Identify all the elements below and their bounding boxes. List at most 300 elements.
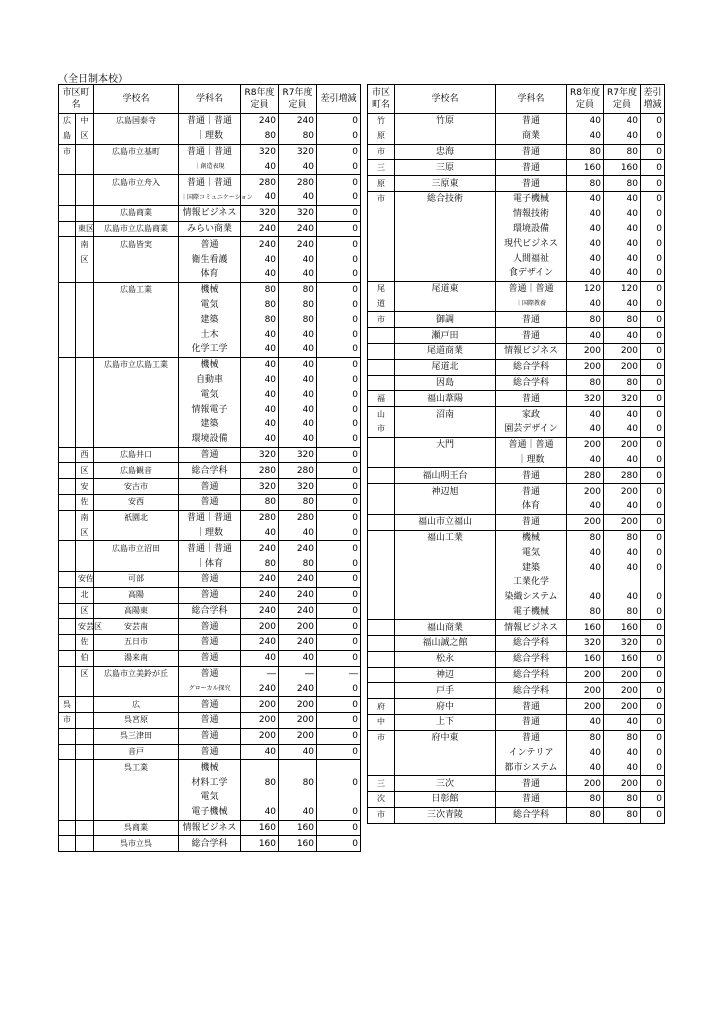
r7-capacity-cell: 80: [604, 176, 641, 192]
department-cell: 総合学科: [496, 375, 567, 391]
r7-capacity-cell: 240: [279, 114, 317, 129]
r8-capacity-cell: 200: [567, 514, 604, 530]
r8-capacity-cell: 200: [241, 697, 279, 713]
r8-capacity-cell: [567, 575, 604, 590]
r8-capacity-cell: 40: [567, 222, 604, 237]
table-row: [368, 328, 665, 344]
department-cell: 普通: [179, 697, 241, 713]
school-name-cell: 三原東: [395, 176, 496, 192]
table-row: [59, 790, 361, 805]
header-department: 学科名: [496, 85, 567, 114]
r7-capacity-cell: 40: [279, 432, 317, 447]
r7-capacity-cell: 200: [604, 667, 641, 683]
school-name-cell: 総合技術: [395, 191, 496, 206]
r8-capacity-cell: 240: [241, 114, 279, 129]
r8-capacity-cell: 80: [567, 176, 604, 192]
table-row: [59, 526, 361, 541]
school-name-cell: 広島市立広島商業: [94, 221, 179, 237]
r7-capacity-cell: 40: [279, 526, 317, 541]
department-cell: 普通｜普通: [179, 510, 241, 525]
school-name-cell: [395, 207, 496, 222]
table-row: [368, 667, 665, 683]
school-name-cell: 因島: [395, 375, 496, 391]
municipality-cell: [368, 343, 395, 359]
municipality-cell: 次: [368, 792, 395, 808]
r8-capacity-cell: 160: [567, 160, 604, 176]
r7-capacity-cell: 240: [279, 587, 317, 603]
difference-cell: 0: [317, 494, 361, 510]
ward-cell: [76, 681, 94, 696]
r8-capacity-cell: 40: [241, 417, 279, 432]
difference-cell: ―: [317, 666, 361, 681]
ward-cell: [76, 805, 94, 820]
municipality-cell: [59, 221, 76, 237]
table-row: [59, 463, 361, 479]
department-cell: 材料工学: [179, 775, 241, 790]
difference-cell: 0: [641, 620, 665, 636]
table-row: [59, 252, 361, 267]
difference-cell: 0: [641, 114, 665, 129]
difference-cell: 0: [317, 556, 361, 571]
school-name-cell: [94, 342, 179, 357]
difference-cell: 0: [641, 375, 665, 391]
ward-cell: 南: [76, 237, 94, 252]
r7-capacity-cell: 40: [604, 266, 641, 281]
table-row: [368, 620, 665, 636]
r7-capacity-cell: 40: [279, 252, 317, 267]
r7-capacity-cell: 40: [604, 207, 641, 222]
department-cell: 建築: [496, 560, 567, 575]
r8-capacity-cell: 40: [241, 387, 279, 402]
r8-capacity-cell: 200: [567, 776, 604, 792]
difference-cell: 0: [641, 776, 665, 792]
municipality-cell: [59, 298, 76, 313]
table-row: [59, 571, 361, 587]
municipality-cell: 原: [368, 129, 395, 144]
r7-capacity-cell: 40: [279, 357, 317, 372]
municipality-cell: [59, 744, 76, 760]
difference-cell: 0: [317, 775, 361, 790]
department-cell: 総合学科: [496, 683, 567, 699]
department-cell: 普通｜普通: [179, 541, 241, 556]
department-cell: 普通｜普通: [496, 281, 567, 296]
r7-capacity-cell: 320: [279, 479, 317, 495]
school-name-cell: 日彰館: [395, 792, 496, 808]
department-cell: 電気: [179, 387, 241, 402]
school-name-cell: [94, 556, 179, 571]
r7-capacity-cell: 80: [279, 556, 317, 571]
ward-cell: [76, 744, 94, 760]
municipality-cell: [368, 207, 395, 222]
municipality-cell: [368, 266, 395, 281]
r8-capacity-cell: 200: [241, 619, 279, 635]
r8-capacity-cell: [241, 760, 279, 775]
r7-capacity-cell: 200: [279, 728, 317, 744]
school-name-cell: 三原: [395, 160, 496, 176]
r7-capacity-cell: 40: [279, 190, 317, 205]
department-cell: 建築: [179, 312, 241, 327]
r8-capacity-cell: 40: [241, 744, 279, 760]
municipality-cell: [368, 236, 395, 251]
school-name-cell: 福山葦陽: [395, 391, 496, 407]
table-row: [59, 159, 361, 174]
municipality-cell: [59, 479, 76, 495]
r8-capacity-cell: 40: [567, 407, 604, 422]
department-cell: 普通: [179, 744, 241, 760]
r7-capacity-cell: 40: [604, 191, 641, 206]
r8-capacity-cell: 40: [567, 453, 604, 468]
department-cell: 普通: [179, 713, 241, 729]
r7-capacity-cell: 200: [604, 699, 641, 715]
ward-cell: [76, 402, 94, 417]
department-cell: 電気: [496, 545, 567, 560]
table-row: [59, 327, 361, 342]
municipality-cell: [59, 635, 76, 651]
municipality-cell: 市: [368, 807, 395, 823]
department-cell: 普通: [496, 514, 567, 530]
r7-capacity-cell: 160: [604, 160, 641, 176]
r8-capacity-cell: 40: [567, 422, 604, 437]
department-cell: 染織システム: [496, 590, 567, 605]
municipality-cell: [59, 587, 76, 603]
table-row: [368, 636, 665, 652]
r7-capacity-cell: 40: [604, 453, 641, 468]
r7-capacity-cell: 40: [279, 805, 317, 820]
school-name-cell: 広島井口: [94, 447, 179, 463]
difference-cell: 0: [317, 417, 361, 432]
table-row: [368, 468, 665, 484]
municipality-cell: 中: [368, 715, 395, 731]
department-cell: 総合学科: [496, 359, 567, 375]
ward-cell: [76, 190, 94, 205]
school-name-cell: 広: [94, 697, 179, 713]
table-row: [59, 697, 361, 713]
difference-cell: [317, 760, 361, 775]
table-row: [59, 237, 361, 252]
r8-capacity-cell: 240: [241, 603, 279, 619]
difference-cell: 0: [641, 468, 665, 484]
municipality-cell: [368, 468, 395, 484]
department-cell: 機械: [179, 760, 241, 775]
department-cell: 総合学科: [179, 836, 241, 852]
header-department: 学科名: [179, 85, 241, 114]
department-cell: 都市システム: [496, 760, 567, 775]
difference-cell: 0: [317, 298, 361, 313]
municipality-cell: [59, 190, 76, 205]
r8-capacity-cell: 320: [567, 391, 604, 407]
school-name-cell: [94, 129, 179, 144]
difference-cell: 0: [317, 526, 361, 541]
school-name-cell: 尾道商業: [395, 343, 496, 359]
r8-capacity-cell: 40: [567, 328, 604, 344]
municipality-cell: [59, 463, 76, 479]
r7-capacity-cell: 80: [279, 775, 317, 790]
difference-cell: 0: [641, 530, 665, 545]
difference-cell: 0: [317, 144, 361, 159]
difference-cell: 0: [641, 636, 665, 652]
school-name-cell: 呉宮原: [94, 713, 179, 729]
difference-cell: 0: [317, 237, 361, 252]
header-diff: 差引増減: [641, 85, 665, 114]
ward-cell: 佐: [76, 494, 94, 510]
department-cell: 普通: [496, 792, 567, 808]
r8-capacity-cell: 40: [567, 207, 604, 222]
table-row: [368, 560, 665, 575]
r7-capacity-cell: 80: [279, 494, 317, 510]
table-row: [368, 530, 665, 545]
school-name-cell: [395, 605, 496, 620]
ward-cell: 区: [76, 252, 94, 267]
department-cell: 普通: [179, 447, 241, 463]
municipality-cell: [368, 437, 395, 452]
difference-cell: 0: [641, 514, 665, 530]
department-cell: 普通: [496, 715, 567, 731]
r8-capacity-cell: 40: [241, 373, 279, 388]
ward-cell: [76, 357, 94, 372]
r8-capacity-cell: 40: [241, 252, 279, 267]
r8-capacity-cell: 320: [241, 144, 279, 159]
school-name-cell: 府中: [395, 699, 496, 715]
municipality-cell: [59, 775, 76, 790]
department-cell: 総合学科: [496, 667, 567, 683]
r7-capacity-cell: 240: [279, 221, 317, 237]
r7-capacity-cell: 40: [604, 760, 641, 775]
table-row: [59, 447, 361, 463]
department-cell: 電気: [179, 298, 241, 313]
school-name-cell: [94, 373, 179, 388]
difference-cell: 0: [641, 328, 665, 344]
r8-capacity-cell: 40: [241, 526, 279, 541]
r8-capacity-cell: 80: [241, 556, 279, 571]
difference-cell: 0: [317, 728, 361, 744]
municipality-cell: [368, 636, 395, 652]
ward-cell: [76, 159, 94, 174]
table-row: [59, 619, 361, 635]
school-name-cell: 呉市立呉: [94, 836, 179, 852]
r8-capacity-cell: 40: [567, 251, 604, 266]
municipality-cell: 福: [368, 391, 395, 407]
table-row: [59, 129, 361, 144]
difference-cell: 0: [641, 222, 665, 237]
r7-capacity-cell: 80: [279, 312, 317, 327]
school-name-cell: [94, 159, 179, 174]
r7-capacity-cell: 200: [604, 683, 641, 699]
table-row: [368, 297, 665, 312]
municipality-cell: [59, 267, 76, 282]
department-cell: 工業化学: [496, 575, 567, 590]
r7-capacity-cell: 240: [279, 635, 317, 651]
school-name-cell: 御調: [395, 312, 496, 328]
school-name-cell: 福山工業: [395, 530, 496, 545]
table-row: [59, 836, 361, 852]
table-row: [59, 510, 361, 525]
ward-cell: [76, 205, 94, 221]
table-row: [368, 746, 665, 761]
municipality-cell: [368, 667, 395, 683]
table-row: [59, 681, 361, 696]
r8-capacity-cell: 200: [567, 484, 604, 499]
department-cell: 機械: [179, 357, 241, 372]
municipality-cell: [59, 159, 76, 174]
r8-capacity-cell: 40: [567, 114, 604, 129]
difference-cell: 0: [317, 159, 361, 174]
department-cell: 総合学科: [179, 603, 241, 619]
department-cell: 普通: [496, 776, 567, 792]
school-name-cell: 広島市立基町: [94, 144, 179, 159]
r8-capacity-cell: 200: [567, 359, 604, 375]
ward-cell: 区: [76, 129, 94, 144]
department-cell: 電気: [179, 790, 241, 805]
ward-cell: 伯: [76, 650, 94, 666]
municipality-cell: [59, 312, 76, 327]
header-municipality: 市区町名: [368, 85, 395, 114]
school-name-cell: 松永: [395, 651, 496, 667]
municipality-cell: 市: [368, 422, 395, 437]
table-row: [59, 603, 361, 619]
school-name-cell: 府中東: [395, 730, 496, 745]
department-cell: 普通: [179, 635, 241, 651]
r8-capacity-cell: 40: [567, 191, 604, 206]
r8-capacity-cell: 40: [241, 327, 279, 342]
school-name-cell: [395, 222, 496, 237]
municipality-cell: [368, 760, 395, 775]
r8-capacity-cell: 80: [241, 775, 279, 790]
difference-cell: 0: [317, 190, 361, 205]
r7-capacity-cell: 280: [279, 510, 317, 525]
table-row: [368, 343, 665, 359]
department-cell: 普通: [179, 237, 241, 252]
difference-cell: 0: [317, 447, 361, 463]
ward-cell: [76, 432, 94, 447]
difference-cell: 0: [641, 807, 665, 823]
department-cell: 総合学科: [179, 463, 241, 479]
department-cell: 普通｜普通: [179, 175, 241, 190]
ward-cell: [76, 775, 94, 790]
table-caption: （全日制本校）: [58, 74, 128, 85]
school-name-cell: 広島市立舟入: [94, 175, 179, 190]
header-school: 学校名: [94, 85, 179, 114]
r8-capacity-cell: 80: [241, 129, 279, 144]
municipality-cell: 山: [368, 407, 395, 422]
r7-capacity-cell: 160: [279, 820, 317, 836]
r8-capacity-cell: 80: [567, 375, 604, 391]
ward-cell: [76, 728, 94, 744]
r7-capacity-cell: 320: [279, 447, 317, 463]
r8-capacity-cell: 40: [567, 545, 604, 560]
department-cell: 普通: [179, 587, 241, 603]
difference-cell: 0: [317, 619, 361, 635]
difference-cell: 0: [641, 191, 665, 206]
municipality-cell: 尾: [368, 281, 395, 296]
difference-cell: 0: [641, 312, 665, 328]
municipality-cell: 市: [368, 312, 395, 328]
school-name-cell: [94, 805, 179, 820]
r8-capacity-cell: 40: [241, 267, 279, 282]
r7-capacity-cell: 40: [604, 129, 641, 144]
r7-capacity-cell: 80: [604, 792, 641, 808]
header-diff: 差引増減: [317, 85, 361, 114]
school-name-cell: [395, 499, 496, 514]
municipality-cell: [59, 728, 76, 744]
table-row: [59, 417, 361, 432]
difference-cell: 0: [317, 402, 361, 417]
table-row: [59, 635, 361, 651]
school-name-cell: [94, 775, 179, 790]
r7-capacity-cell: 40: [604, 560, 641, 575]
r7-capacity-cell: 40: [604, 222, 641, 237]
table-row: [59, 402, 361, 417]
r8-capacity-cell: 40: [241, 650, 279, 666]
difference-cell: 0: [317, 681, 361, 696]
department-cell: 普通: [179, 666, 241, 681]
difference-cell: 0: [641, 667, 665, 683]
header-school: 学校名: [395, 85, 496, 114]
table-row: [59, 387, 361, 402]
difference-cell: 0: [641, 792, 665, 808]
r7-capacity-cell: 40: [604, 328, 641, 344]
r8-capacity-cell: 80: [567, 605, 604, 620]
r8-capacity-cell: 80: [567, 530, 604, 545]
r8-capacity-cell: 240: [241, 571, 279, 587]
municipality-cell: 呉: [59, 697, 76, 713]
r7-capacity-cell: 40: [604, 545, 641, 560]
ward-cell: 北: [76, 587, 94, 603]
department-cell: 情報電子: [179, 402, 241, 417]
table-row: [368, 575, 665, 590]
table-row: [59, 650, 361, 666]
municipality-cell: [368, 575, 395, 590]
r8-capacity-cell: 80: [567, 144, 604, 160]
difference-cell: 0: [317, 312, 361, 327]
municipality-cell: 府: [368, 699, 395, 715]
r8-capacity-cell: 280: [241, 175, 279, 190]
header-r8: R8年度定員: [567, 85, 604, 114]
r8-capacity-cell: 240: [241, 681, 279, 696]
ward-cell: [76, 327, 94, 342]
r7-capacity-cell: 200: [279, 713, 317, 729]
difference-cell: 0: [641, 715, 665, 731]
r7-capacity-cell: 40: [279, 342, 317, 357]
r7-capacity-cell: 40: [604, 114, 641, 129]
r7-capacity-cell: 160: [604, 651, 641, 667]
department-cell: グローカル探究: [179, 681, 241, 696]
ward-cell: [76, 342, 94, 357]
table-row: [368, 760, 665, 775]
difference-cell: 0: [641, 605, 665, 620]
municipality-cell: [59, 282, 76, 297]
municipality-cell: [59, 417, 76, 432]
school-name-cell: 安西: [94, 494, 179, 510]
ward-cell: [76, 144, 94, 159]
table-row: [59, 666, 361, 681]
difference-cell: 0: [641, 560, 665, 575]
school-name-cell: 竹原: [395, 114, 496, 129]
r7-capacity-cell: [604, 575, 641, 590]
r8-capacity-cell: 240: [241, 587, 279, 603]
difference-cell: 0: [317, 267, 361, 282]
left-table-body: [59, 114, 361, 852]
department-cell: 土木: [179, 327, 241, 342]
department-cell: ｜国際コミュニケーション: [179, 190, 241, 205]
table-row: [368, 715, 665, 731]
table-row: [368, 699, 665, 715]
difference-cell: 0: [317, 479, 361, 495]
department-cell: ｜理数: [496, 453, 567, 468]
r8-capacity-cell: 80: [241, 298, 279, 313]
r7-capacity-cell: 200: [604, 359, 641, 375]
department-cell: 情報ビジネス: [496, 620, 567, 636]
department-cell: 情報技術: [496, 207, 567, 222]
